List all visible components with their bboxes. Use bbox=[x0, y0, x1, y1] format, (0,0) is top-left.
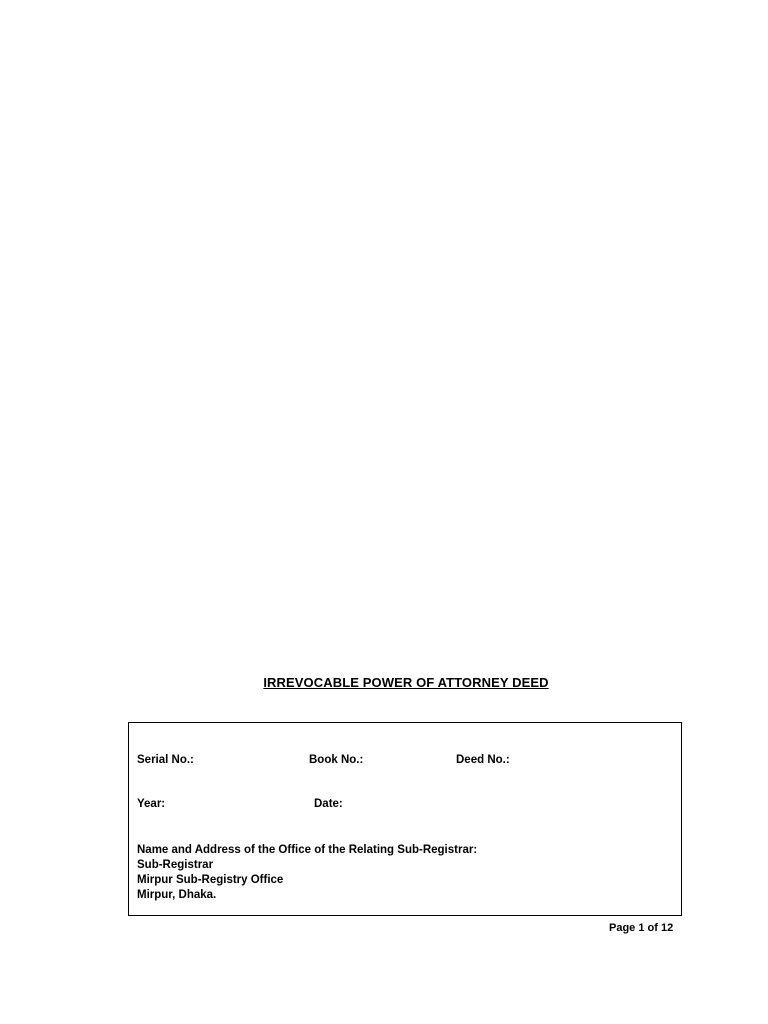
sub-registrar-office-block bbox=[137, 843, 477, 903]
office-line-location: Mirpur, Dhaka. bbox=[137, 889, 217, 901]
office-line-name: Mirpur Sub-Registry Office bbox=[137, 874, 284, 886]
page-number: Page 1 of 12 bbox=[609, 922, 674, 934]
deed-number-label: Deed No.: bbox=[456, 754, 510, 766]
document-title: IRREVOCABLE POWER OF ATTORNEY DEED bbox=[263, 675, 549, 690]
book-number-label: Book No.: bbox=[309, 754, 364, 766]
serial-number-label: Serial No.: bbox=[137, 754, 194, 766]
date-label: Date: bbox=[314, 798, 343, 810]
office-heading: Name and Address of the Office of the Relating Sub-Registrar: bbox=[137, 844, 478, 856]
year-label: Year: bbox=[137, 798, 166, 810]
office-line-title: Sub-Registrar bbox=[137, 859, 214, 871]
registration-details-box bbox=[128, 722, 682, 916]
